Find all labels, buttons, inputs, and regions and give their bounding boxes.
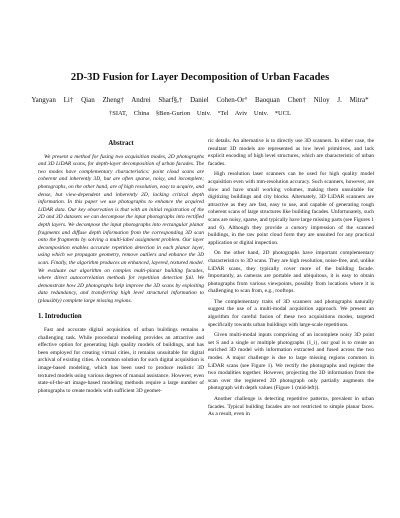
paper-title: 2D-3D Fusion for Layer Decomposition of Urban Facades: [70, 72, 330, 83]
right-column: [208, 138, 374, 422]
right-paragraph-0: ric details. An alternative is to directly use 3D scanners. In either case, the resultant 3D models are represented as low level primitives, and lack explicit encoding of high level structures, which are characteristic of urban facades.: [208, 138, 374, 167]
right-paragraph-4: Given multi-modal inputs comprising of an incomplete noisy 3D point set S and a single or multiple photographs {I_i}, our goal is to create an enriched 3D model with information extracted and fused across the two modes. A major challenge is due to large missing regions common in LiDAR scans (see Figure 1). We rectify the photographs and register the two modalities together. However, projecting the 3D information from the scan over the registered 2D photograph only partially augments the photograph with depth values (Figure 1 (mid-left)).: [208, 332, 374, 392]
abstract-heading: Abstract: [108, 140, 134, 147]
abstract-text: We present a method for fusing two acquisition modes, 2D photographs and 3D LiDAR scans, for depth-layer decomposition of urban facades. The two modes have complementary characteristics: point cloud scans are coherent and inherently 3D, but are often sparse, noisy, and incomplete; photographs, on the other hand, are of high resolution, easy to acquire, and dense, but view-dependent and inherently 2D, lacking critical depth information. In this paper we use photographs to enhance the acquired LiDAR data. Our key observation is that with an initial registration of the 2D and 3D datasets we can decompose the input photographs into rectified depth layers. We decompose the input photographs into rectangular planar fragments and diffuse depth information from the corresponding 3D scan onto the fragments by solving a multi-label assignment problem. Our layer decomposition enables accurate repetition detection in each planar layer, using which we propagate geometry, remove outliers and enhance the 3D scan. Finally, the algorithm produces an enhanced, layered, textured model. We evaluate our algorithm on complex multi-planar building facades, where direct autocorrelation methods for repetition detection fail. We demonstrate how 2D photographs help improve the 3D scans by exploiting data redundancy, and transferring high level structural information to (plausibly) complete large missing regions.: [38, 153, 204, 304]
right-paragraph-5: Another challenge is detecting repetitive patterns, prevalent in urban facades. Typical building facades are not restricted to simple planar faces. As a result, even in: [208, 396, 374, 418]
author-list: Yangyan Li† Qian Zheng† Andrei Sharf§,† Daniel Cohen-Or° Baoquan Chen† Niloy J. Mitra*: [31, 96, 369, 104]
right-paragraph-1: High resolution laser scanners can be used for high quality model acquisition even with mm-resolution accuracy. Such scanners, however, are slow and have small working volumes, making them unsuitable for digitizing buildings and city blocks. Alternately, 3D LiDAR scanners are attractive as they are fast, easy to use, and capable of generating rough coherent scans of large structures like building facades. Unfortunately, such scans are noisy, sparse, and typically have large missing parts (see Figures 1 and 6). Although they provide a cursory impression of the scanned buildings, in the raw point cloud form they are unsuited for any practical application or digital inspection.: [208, 171, 374, 246]
intro-paragraph-1: Fast and accurate digital acquisition of urban buildings remains a challenging task. While procedural modeling provides an attractive and effective option for generating high quality models of buildings, and has been employed for creating virtual cities, it remains unsuitable for digital archival of existing cities. A common solution for such digital acquisition is image-based modeling, which has been used to produce realistic 3D textured models using various degrees of manual assistance. However, even state-of-the-art image-based modeling methods require a large number of photographs to create models with sufficient 3D geomet-: [38, 327, 204, 394]
introduction-heading: 1. Introduction: [38, 313, 82, 321]
right-paragraph-3: The complementary traits of 3D scanners and photographs naturally suggest the use of a multi-modal acquisition approach. We present an algorithm for careful fusion of these two acquisitions modes, targeted specifically towards urban buildings with large-scale repetitions.: [208, 298, 374, 328]
left-column: [38, 140, 204, 398]
affiliation-list: †SIAT, China §Ben-Gurion Univ. °Tel Aviv Univ. *UCL: [109, 110, 291, 117]
right-paragraph-2: On the other hand, 2D photographs have important complementary characteristics to 3D scans. They are high resolution, noise-free, and, unlike LiDAR scans, they typically cover more of the building facade. Importantly, as cameras are portable and ubiquitous, it is easy to obtain photographs from various viewpoints, possibly from locations where it is challenging to scan from, e.g., rooftops.: [208, 250, 374, 295]
